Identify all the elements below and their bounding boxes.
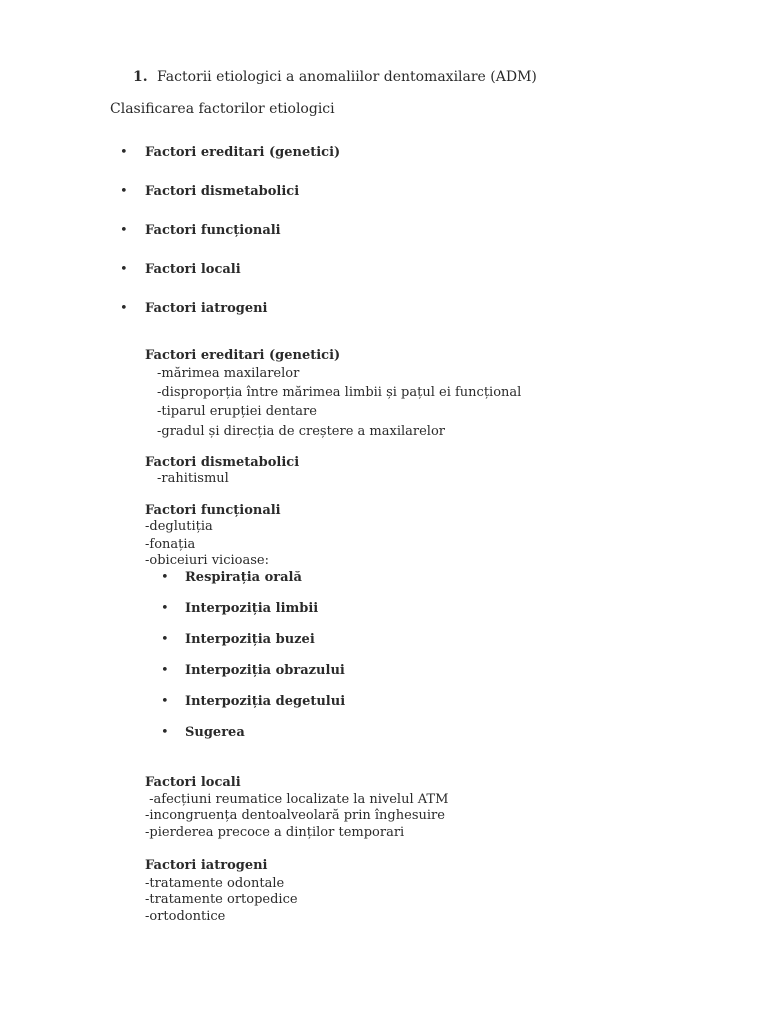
section-title: Factori dismetabolici <box>145 455 300 470</box>
classification-subtitle: Clasificarea factorilor etiologici <box>110 101 335 117</box>
section-item: -tratamente ortopedice <box>145 892 298 907</box>
habit-item: Respirația orală <box>185 570 302 585</box>
bullet-icon: • <box>120 145 128 160</box>
section-item: -ortodontice <box>145 909 226 924</box>
section-item: -incongruența dentoalveolară prin înghesuire <box>145 808 445 823</box>
section-item: -pierderea precoce a dinților temporari <box>145 825 405 840</box>
section-item: -deglutiția <box>145 519 213 534</box>
section-title: Factori ereditari (genetici) <box>145 348 341 363</box>
habit-item: Interpoziția limbii <box>185 601 319 616</box>
section-item: -gradul și direcția de creștere a maxilarelor <box>157 424 445 439</box>
section-item: -rahitismul <box>157 471 229 486</box>
section-title: Factori iatrogeni <box>145 858 268 873</box>
heading-number: 1. <box>133 69 148 85</box>
bullet-icon: • <box>161 725 169 740</box>
section-item: -obiceiuri vicioase: <box>145 553 269 568</box>
habit-item: Sugerea <box>185 725 245 740</box>
section-item: -disproporția între mărimea limbii și pațul ei funcțional <box>157 385 522 400</box>
section-title: Factori locali <box>145 775 241 790</box>
classification-item: Factori ereditari (genetici) <box>145 145 341 160</box>
classification-item: Factori iatrogeni <box>145 301 268 316</box>
section-title: Factori funcționali <box>145 503 281 518</box>
bullet-icon: • <box>161 663 169 678</box>
bullet-icon: • <box>161 632 169 647</box>
section-item: -mărimea maxilarelor <box>157 366 300 381</box>
bullet-icon: • <box>120 223 128 238</box>
bullet-icon: • <box>120 184 128 199</box>
classification-item: Factori funcționali <box>145 223 281 238</box>
section-item: -fonația <box>145 537 196 552</box>
classification-item: Factori locali <box>145 262 241 277</box>
classification-item: Factori dismetabolici <box>145 184 300 199</box>
bullet-icon: • <box>120 262 128 277</box>
habit-item: Interpoziția obrazului <box>185 663 345 678</box>
bullet-icon: • <box>161 601 169 616</box>
bullet-icon: • <box>161 694 169 709</box>
habit-item: Interpoziția degetului <box>185 694 346 709</box>
bullet-icon: • <box>120 301 128 316</box>
habit-item: Interpoziția buzei <box>185 632 315 647</box>
section-item: -afecțiuni reumatice localizate la nivelul ATM <box>145 792 449 807</box>
section-item: -tratamente odontale <box>145 876 285 891</box>
bullet-icon: • <box>161 570 169 585</box>
section-item: -tiparul erupției dentare <box>157 404 317 419</box>
document-heading: Factorii etiologici a anomaliilor dentomaxilare (ADM) <box>157 69 537 85</box>
